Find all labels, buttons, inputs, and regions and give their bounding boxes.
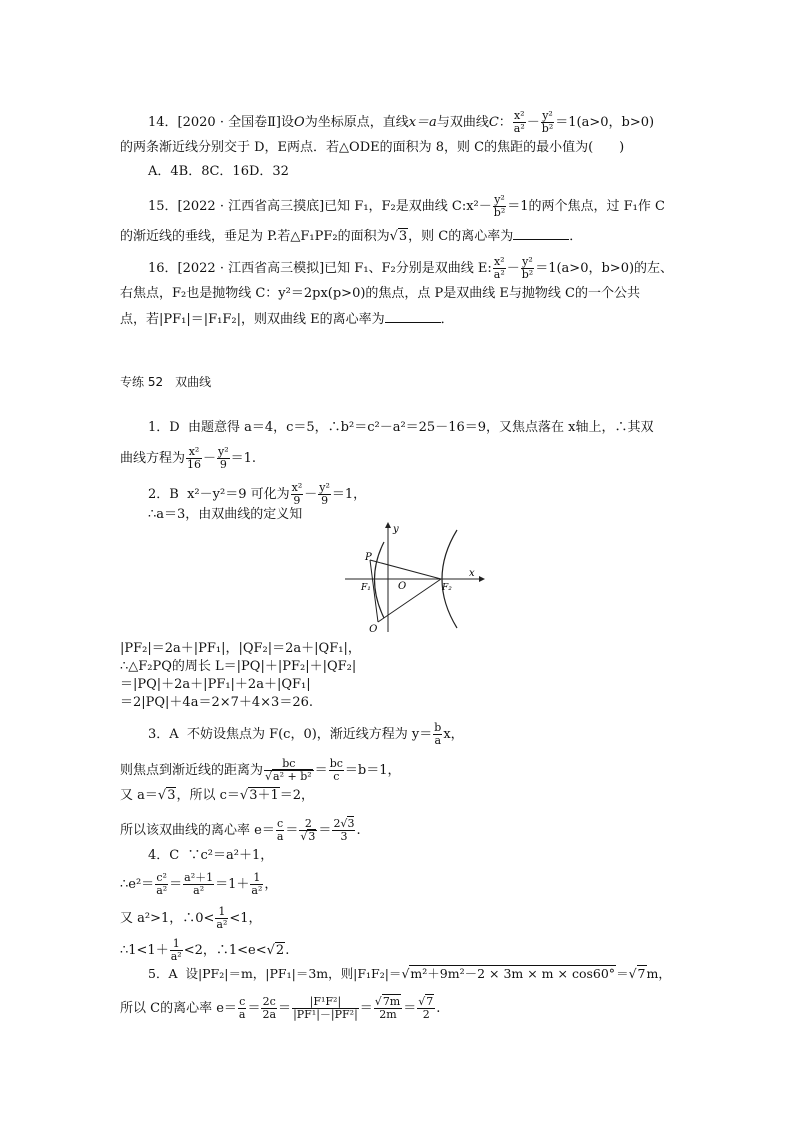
- q14-text: 与双曲线: [436, 115, 489, 130]
- q14-text: 设: [281, 115, 295, 130]
- a1-line1: [148, 420, 653, 436]
- label-P: P: [365, 552, 372, 563]
- frac-den: a²: [251, 884, 263, 897]
- frac-den: a²: [156, 884, 168, 897]
- frac-den: a: [276, 830, 284, 843]
- a5-line2: [120, 996, 440, 1021]
- q14-condition: ＝1(a>0，b>0): [555, 115, 655, 130]
- a4-line1: [148, 848, 273, 864]
- frac-den: 2m: [379, 1008, 397, 1021]
- a4-text: ∵c²＝a²＋1，: [187, 848, 274, 863]
- q15-sqrt: √3: [389, 229, 408, 244]
- frac-num: bc: [329, 757, 343, 770]
- a3-text: .: [356, 823, 361, 838]
- a5-text: 设|PF₂|＝m，|PF₁|＝3m，则|F₁F₂|＝: [185, 966, 402, 981]
- frac-num: y²: [542, 109, 553, 122]
- a4-text: <2，∴1<e<: [183, 943, 267, 958]
- frac-den: √3: [300, 830, 316, 843]
- label-F2: F₂: [442, 583, 452, 593]
- frac-num: √7m: [374, 995, 401, 1008]
- frac-num: y²: [319, 481, 330, 494]
- a5-line1: [148, 966, 671, 982]
- frac-den: 3: [340, 830, 348, 843]
- q14-source: [2020 · 全国卷Ⅱ]: [177, 115, 282, 130]
- frac-num: a²＋1: [184, 871, 214, 884]
- frac-num: x²: [186, 446, 202, 459]
- q16-text: 点，若|PF₁|＝|F₁F₂|，则双曲线 E的离心率为: [120, 312, 385, 327]
- frac-num: y²: [522, 255, 533, 268]
- a2-frac-y: [318, 482, 331, 507]
- a3-line2: [120, 758, 400, 783]
- a3-line4: [120, 818, 361, 843]
- radicand: 7: [637, 966, 646, 981]
- radicand: 7: [426, 995, 434, 1008]
- a2-line4: ∴△F₂PQ的周长 L＝|PQ|＋|PF₂|＋|QF₂|: [120, 659, 357, 674]
- a5-frac: [261, 996, 277, 1021]
- frac-num: y²: [494, 193, 505, 206]
- q16-source: [2022 · 江西省高三模拟]: [177, 261, 325, 276]
- a4-text: 又 a²>1，∴0<: [120, 911, 215, 926]
- a3-sqrt: √3: [157, 788, 176, 803]
- label-y: y: [393, 524, 399, 535]
- radicand: 3: [167, 788, 176, 803]
- a2-label: 2．B: [148, 487, 179, 502]
- q14-frac-y: [541, 110, 554, 135]
- frac-den: c: [333, 770, 340, 783]
- radicand: 3: [308, 830, 316, 843]
- q14-curve: C: [488, 115, 499, 130]
- a4-line2: [120, 872, 277, 897]
- a3-text: 不妨设焦点为 F(c，0)，渐近线方程为 y＝: [186, 727, 433, 742]
- frac-den: a²: [493, 268, 505, 281]
- q15-answer-blank[interactable]: [513, 227, 569, 240]
- a4-sqrt: √2: [266, 943, 285, 958]
- a3-line1: [148, 722, 464, 747]
- radicand: 3: [347, 817, 355, 830]
- a4-text: .: [285, 943, 290, 958]
- label-F1: F₁: [361, 583, 371, 593]
- a1-text: 由题意得 a＝4，c＝5，∴b²＝c²－a²＝25－16＝9，又焦点落在 x轴上，∴其双: [187, 420, 654, 435]
- frac-den: |PF¹|－|PF²|: [293, 1008, 358, 1021]
- a4-frac: [183, 872, 214, 897]
- a3-label: 3．A: [148, 727, 179, 742]
- frac-num: c²: [156, 871, 167, 884]
- a3-text: ，所以 c＝: [176, 788, 240, 803]
- radicand: 3＋1: [249, 788, 279, 803]
- a1-text: 曲线方程为: [120, 451, 186, 466]
- radicand: 3: [398, 229, 408, 244]
- frac-den: a²: [513, 122, 525, 135]
- q16-number: 16．: [148, 261, 178, 276]
- a2-line2: ∴a＝3，由双曲线的定义知: [148, 507, 303, 522]
- radicand: a² + b²: [273, 770, 312, 783]
- a3-text: ＝: [318, 823, 332, 838]
- a5-text: ＝: [403, 1001, 417, 1016]
- a5-frac: [238, 996, 247, 1021]
- a4-label: 4．C: [148, 848, 180, 863]
- q14-var: O: [294, 115, 305, 130]
- q14-number: 14．: [148, 115, 178, 130]
- frac-num: 1: [250, 872, 263, 885]
- a3-text: ＝: [285, 823, 299, 838]
- frac-den: a: [238, 1008, 246, 1021]
- a4-text: <1，: [229, 911, 262, 926]
- a4-frac: [155, 872, 168, 897]
- a3-text: 则焦点到渐近线的距离为: [120, 763, 264, 778]
- a4-frac: [215, 906, 228, 931]
- a5-text: ＝: [247, 1001, 261, 1016]
- a3-text: 所以该双曲线的离心率 e＝: [120, 823, 275, 838]
- frac-den: 16: [187, 458, 202, 471]
- q15-line1: [148, 194, 665, 219]
- q14-text: ：: [498, 115, 512, 130]
- numerator: 2√3: [333, 817, 355, 830]
- a4-text: ∴e²＝: [120, 877, 155, 892]
- a4-frac: [250, 872, 263, 897]
- radicand: m²＋9m²－2 × 3m × m × cos60°: [410, 966, 616, 981]
- a5-text: .: [436, 1001, 441, 1016]
- a2-text: x²－y²＝9 可化为: [187, 487, 290, 502]
- frac-den: a²: [216, 918, 228, 931]
- a1-frac-y: [217, 446, 230, 471]
- a3-text: ＝b＝1，: [344, 763, 401, 778]
- a5-text: ＝: [616, 966, 629, 981]
- frac-den: 2: [422, 1008, 430, 1021]
- q15-text: 的渐近线的垂线，垂足为 P.若△F₁PF₂的面积为: [120, 229, 390, 244]
- y-axis-arrow: [385, 522, 391, 528]
- q15-number: 15．: [148, 199, 178, 214]
- frac-den: 9: [219, 458, 227, 471]
- a3-line3: [120, 788, 314, 804]
- frac-num: b: [434, 721, 442, 734]
- a3-frac-e: [332, 818, 355, 843]
- frac-den: a²: [193, 884, 205, 897]
- q14-line2: 的两条渐近线分别交于 D，E两点．若△ODE的面积为 8，则 C的焦距的最小值为( ): [120, 140, 625, 155]
- a1-text: －: [203, 451, 217, 466]
- frac-den: a: [434, 734, 442, 747]
- frac-num: x²: [493, 255, 505, 268]
- frac-num: x²: [291, 481, 303, 494]
- q15-text: 已知 F₁，F₂是双曲线 C:x²－: [324, 199, 492, 214]
- a2-text: ＝1，: [331, 487, 367, 502]
- q16-text: 已知 F₁、F₂分别是双曲线 E:: [324, 261, 492, 276]
- a3-text: ＝2，: [279, 788, 315, 803]
- frac-den: 2a: [262, 1008, 277, 1021]
- q15-text: ＝1的两个焦点，过 F₁作 C: [507, 199, 665, 214]
- q16-line3: [120, 310, 454, 328]
- frac-num: √7: [418, 995, 434, 1008]
- frac-num: bc: [264, 758, 314, 771]
- segment-PF2: [370, 560, 441, 579]
- frac-num: x²: [513, 109, 525, 122]
- a4-text: ，: [264, 877, 278, 892]
- frac-num: c: [277, 817, 284, 830]
- a1-label: 1．D: [148, 420, 180, 435]
- a4-text: ＝1＋: [215, 877, 250, 892]
- a1-line2: [120, 446, 256, 471]
- q14-options: A．4B．8C．16D．32: [148, 164, 289, 179]
- q16-line1: [148, 256, 673, 281]
- q15-line2: [120, 227, 582, 245]
- frac-num: 1: [170, 938, 183, 951]
- a5-frac: [374, 996, 402, 1021]
- a3-text: 又 a＝: [120, 788, 158, 803]
- q16-text: ．: [440, 312, 454, 327]
- frac-den: a²: [170, 950, 182, 963]
- a4-frac: [170, 938, 183, 963]
- label-x: x: [469, 568, 475, 579]
- a3-sqrt: √3＋1: [239, 788, 279, 803]
- a3-text: x，: [443, 727, 464, 742]
- q16-text: －: [506, 261, 520, 276]
- a3-frac-dist: [264, 758, 314, 783]
- q14-frac-x: [513, 110, 526, 135]
- segment-PQ: [370, 560, 378, 622]
- a3-frac-2: [299, 818, 317, 843]
- frac-den: √a² + b²: [265, 770, 312, 783]
- segment-QF2: [378, 579, 441, 622]
- a5-label: 5．A: [148, 966, 178, 981]
- a4-text: ＝: [169, 877, 183, 892]
- frac-num: 1: [215, 906, 228, 919]
- q16-text: ＝1(a>0，b>0)的左、: [535, 261, 674, 276]
- q15-source: [2022 · 江西省高三摸底]: [177, 199, 325, 214]
- a5-frac: [292, 996, 359, 1021]
- a5-frac: [417, 996, 435, 1021]
- q16-answer-blank[interactable]: [385, 310, 441, 323]
- a3-frac-bc: [329, 758, 344, 783]
- frac-num: |F¹F²|: [292, 996, 359, 1009]
- q14-text: －: [526, 115, 540, 130]
- a2-line1: [148, 482, 366, 507]
- radicand: 7m: [382, 995, 401, 1008]
- a4-text: ∴1<1＋: [120, 943, 169, 958]
- frac-num: 2: [299, 818, 317, 831]
- a5-text: ＝: [359, 1001, 373, 1016]
- a2-frac-x: [291, 482, 304, 507]
- label-O: O: [398, 581, 407, 592]
- q14-line-eq: x＝a: [408, 115, 437, 130]
- frac-num: c: [239, 995, 246, 1008]
- frac-num: 2c: [262, 995, 276, 1008]
- a2-line6: ＝2|PQ|＋4a＝2×7＋4×3＝26.: [120, 695, 314, 710]
- a2-text: －: [304, 487, 318, 502]
- radicand: 2: [275, 943, 285, 958]
- frac-den: b²: [493, 206, 506, 219]
- q16-frac-x: [493, 256, 506, 281]
- frac-den: b²: [541, 122, 554, 135]
- a4-line3: [120, 906, 262, 931]
- a3-frac-ca: [276, 818, 285, 843]
- a3-frac: [433, 722, 442, 747]
- q16-line2: 右焦点，F₂也是抛物线 C：y²＝2px(p>0)的焦点，点 P是双曲线 E与抛物线 C的一个公共: [120, 286, 641, 301]
- answers-heading: 专练 52 双曲线: [120, 375, 212, 389]
- a4-line4: [120, 938, 289, 963]
- q16-frac-y: [521, 256, 534, 281]
- a5-text: ＝: [278, 1001, 292, 1016]
- a2-line5: ＝|PQ|＋2a＋|PF₁|＋2a＋|QF₁|: [120, 677, 311, 692]
- q15-frac: [493, 194, 506, 219]
- a5-text: 所以 C的离心率 e＝: [120, 1001, 237, 1016]
- x-axis-arrow: [479, 576, 485, 582]
- q14-text: 为坐标原点，直线: [304, 115, 409, 130]
- label-Q: Q: [369, 624, 378, 632]
- hyperbola-figure: [345, 522, 485, 632]
- q15-text: ．: [569, 229, 583, 244]
- a5-text: m，: [646, 966, 671, 981]
- frac-den: 9: [321, 494, 329, 507]
- q15-text: ，则 C的离心率为: [408, 229, 514, 244]
- frac-den: 9: [293, 494, 301, 507]
- frac-num: y²: [218, 445, 229, 458]
- a5-sqrt: √m²＋9m²－2 × 3m × m × cos60°: [401, 966, 616, 981]
- a5-sqrt: √7: [628, 966, 646, 981]
- q14-line1: [148, 110, 654, 135]
- a2-line3: |PF₂|＝2a＋|PF₁|，|QF₂|＝2a＋|QF₁|，: [120, 641, 361, 656]
- a1-frac-x: [186, 446, 202, 471]
- a1-text: ＝1.: [230, 451, 257, 466]
- frac-den: b²: [521, 268, 534, 281]
- a3-text: ＝: [314, 763, 328, 778]
